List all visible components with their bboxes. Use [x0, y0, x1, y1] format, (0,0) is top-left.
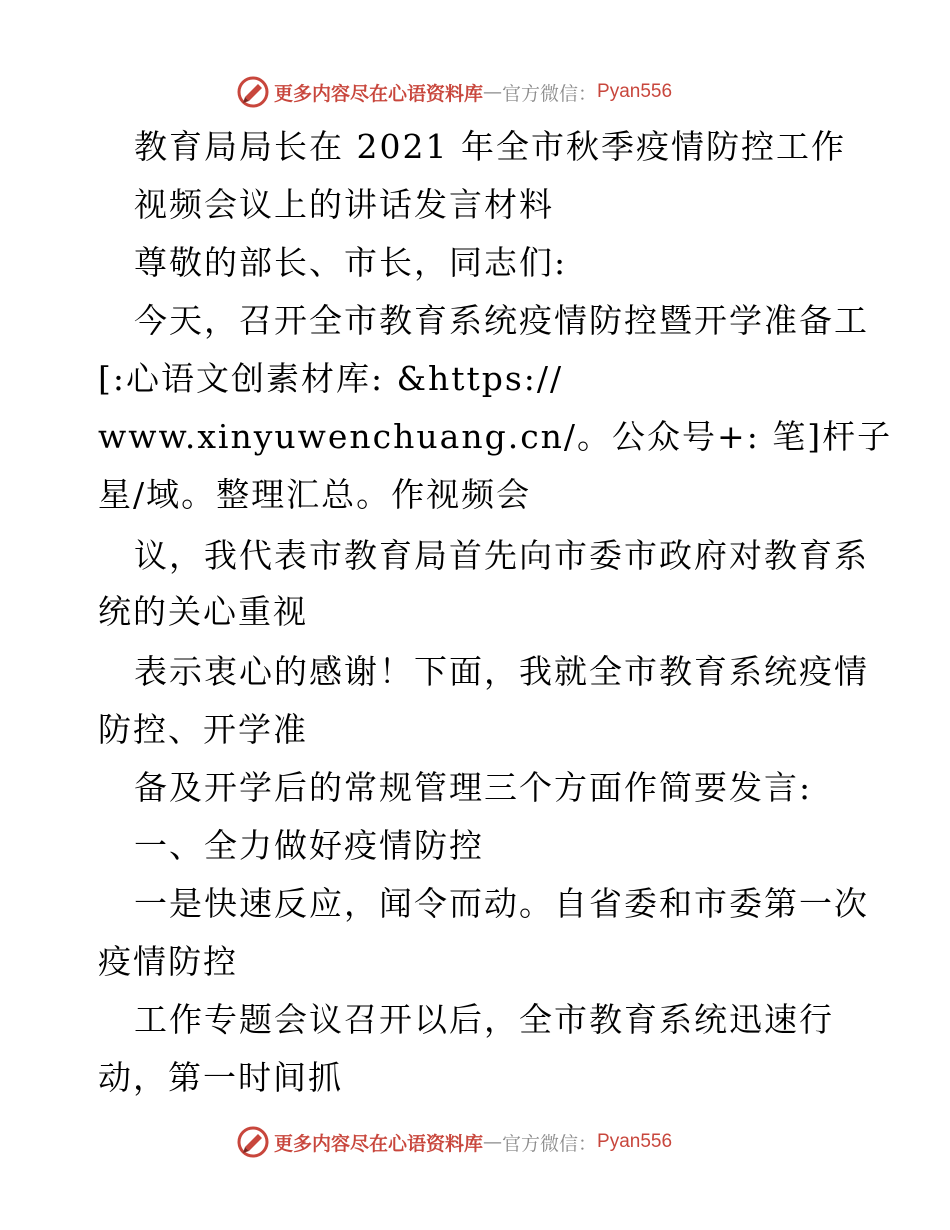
paragraph-line: 表示衷心的感谢！下面，我就全市教育系统疫情	[134, 652, 869, 691]
watermark-separator: —	[483, 81, 503, 103]
document-title-line-2: 视频会议上的讲话发言材料	[134, 185, 554, 224]
paragraph-line: www.xinyuwenchuang.cn/。公众号+: 笔]杆子	[98, 417, 893, 456]
paragraph-line: 统的关心重视	[98, 592, 308, 631]
watermark-wechat-id: Pyan556	[597, 1131, 673, 1152]
watermark-separator: —	[483, 1131, 503, 1153]
paragraph-line: 工作专题会议召开以后，全市教育系统迅速行	[134, 1000, 834, 1039]
paragraph-line: 一是快速反应，闻令而动。自省委和市委第一次	[134, 884, 869, 923]
footer-watermark-banner	[236, 1122, 756, 1162]
paragraph-line: 防控、开学准	[98, 710, 308, 749]
watermark-wechat-label: 官方微信：	[502, 82, 598, 105]
paragraph-line: 议，我代表市教育局首先向市委市政府对教育系	[134, 536, 869, 575]
watermark-brand-text: 更多内容尽在心语资料库	[274, 1132, 484, 1155]
watermark-wechat-id: Pyan556	[597, 81, 673, 102]
watermark-brand-text: 更多内容尽在心语资料库	[274, 82, 484, 105]
brand-logo-icon	[236, 1125, 270, 1159]
document-title-line-1: 教育局局长在 2021 年全市秋季疫情防控工作	[134, 127, 846, 166]
section-heading: 一、全力做好疫情防控	[134, 826, 484, 865]
paragraph-line: 备及开学后的常规管理三个方面作简要发言:	[134, 768, 813, 807]
paragraph-line: 星/域。整理汇总。作视频会	[98, 475, 532, 514]
paragraph-line: 今天，召开全市教育系统疫情防控暨开学准备工	[134, 301, 869, 340]
paragraph-line: [:心语文创素材库: &https://	[98, 359, 564, 398]
paragraph-line: 动，第一时间抓	[98, 1058, 343, 1097]
watermark-wechat-label: 官方微信：	[502, 1132, 598, 1155]
paragraph-line: 疫情防控	[98, 942, 238, 981]
salutation: 尊敬的部长、市长，同志们:	[134, 243, 568, 282]
